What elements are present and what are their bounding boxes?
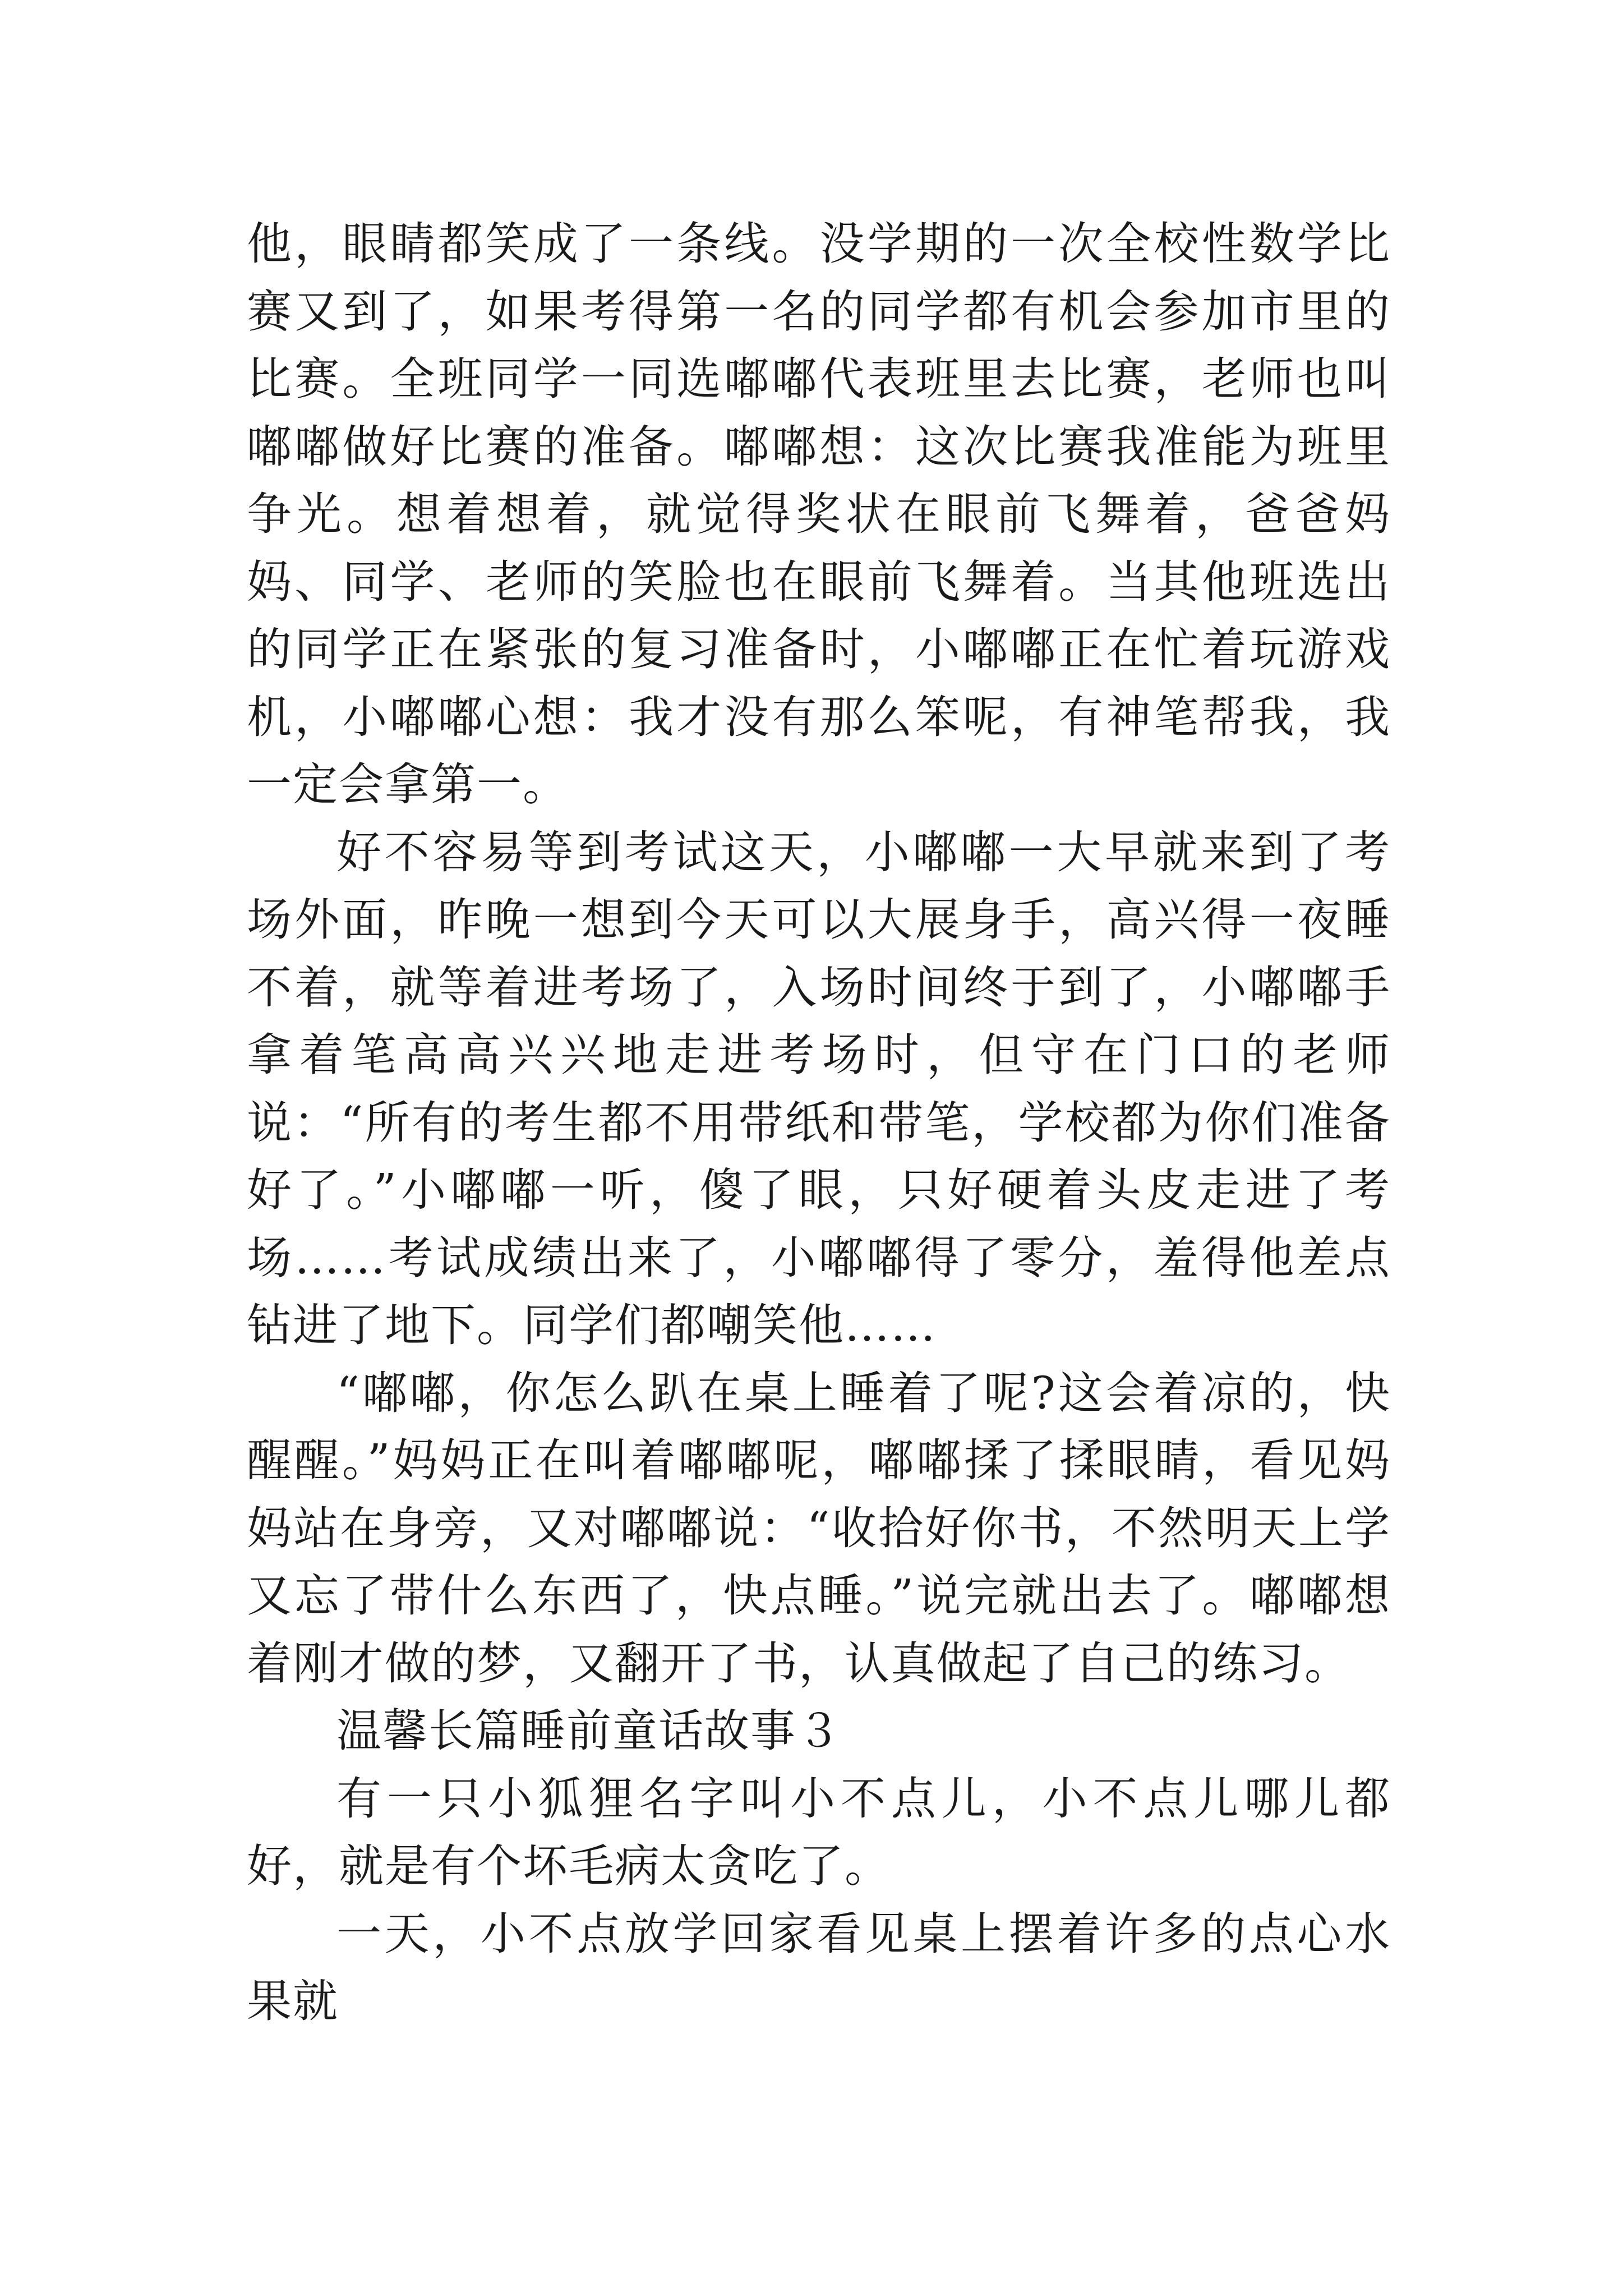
section-heading: 温馨长篇睡前童话故事３ xyxy=(336,1705,842,1757)
paragraph-continued: 他，眼睛都笑成了一条线。没学期的一次全校性数学比赛又到了，如果考得第一名的同学都有机会参加市里的比赛。全班同学一同选嘟嘟代表班里去比赛，老师也叫嘟嘟做好比赛的准备。嘟嘟想：这次比赛我准能为班里争光。想着想着，就觉得奖状在眼前飞舞着，爸爸妈妈、同学、老师的笑脸也在眼前飞舞着。当其他班选出的同学正在紧张的复习准备时，小嘟嘟正在忙着玩游戏机，小嘟嘟心想：我才没有那么笨呢，有神笔帮我，我一定会拿第一。 xyxy=(247,218,1391,811)
document-body xyxy=(247,210,1391,2036)
paragraph-exam-day: 好不容易等到考试这天，小嘟嘟一大早就来到了考场外面，昨晚一想到今天可以大展身手，高兴得一夜睡不着，就等着进考场了，入场时间终于到了，小嘟嘟手拿着笔高高兴兴地走进考场时，但守在门口的老师说：“所有的考生都不用带纸和带笔，学校都为你们准备好了。”小嘟嘟一听，傻了眼，只好硬着头皮走进了考场……考试成绩出来了，小嘟嘟得了零分，羞得他差点钻进了地下。同学们都嘲笑他…… xyxy=(247,826,1391,1351)
paragraph-mother-wakes: “嘟嘟，你怎么趴在桌上睡着了呢?这会着凉的，快醒醒。”妈妈正在叫着嘟嘟呢，嘟嘟揉了揉眼睛，看见妈妈站在身旁，又对嘟嘟说：“收拾好你书，不然明天上学又忘了带什么东西了，快点睡。”说完就出去了。嘟嘟想着刚才做的梦，又翻开了书，认真做起了自己的练习。 xyxy=(247,1366,1391,1690)
paragraph-one-day: 一天，小不点放学回家看见桌上摆着许多的点心水果就 xyxy=(247,1907,1391,2027)
paragraph-little-fox: 有一只小狐狸名字叫小不点儿，小不点儿哪儿都好，就是有个坏毛病太贪吃了。 xyxy=(247,1772,1391,1892)
